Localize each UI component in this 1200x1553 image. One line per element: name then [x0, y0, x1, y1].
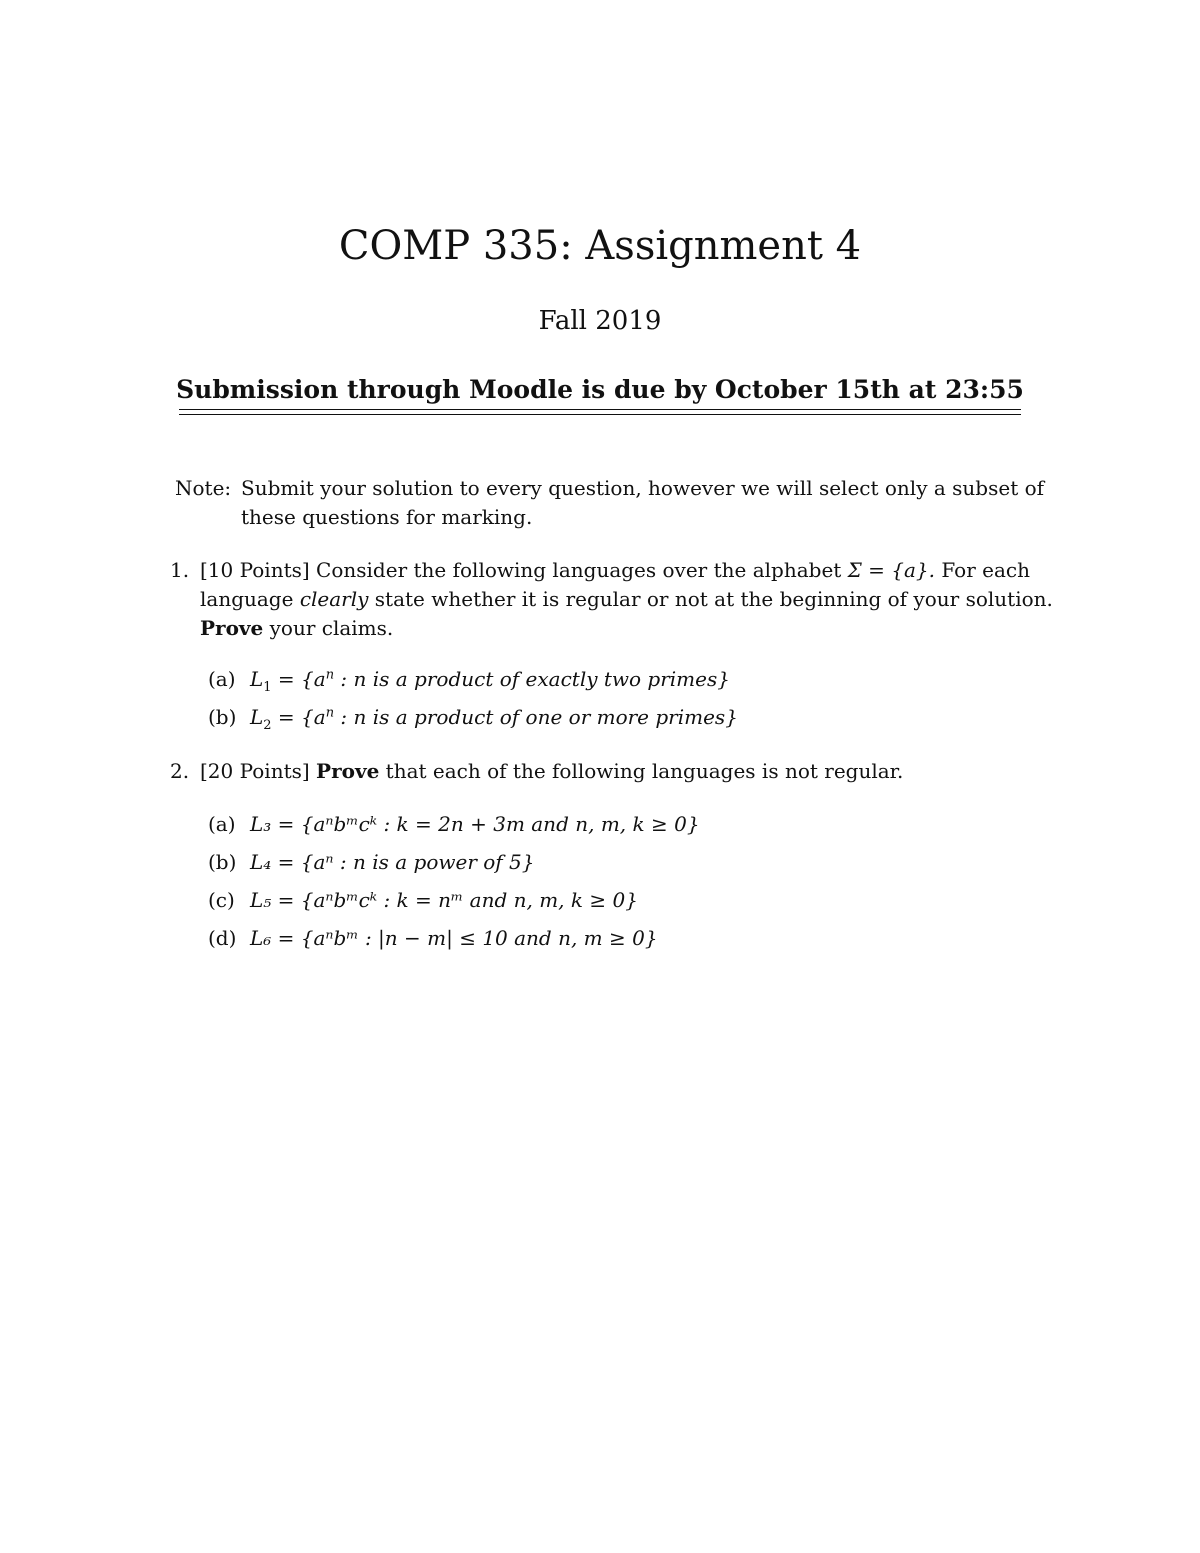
emphasis-prove: Prove [200, 616, 264, 640]
language-definition: L₃ = {aⁿbᵐcᵏ : k = 2n + 3m and n, m, k ≥ 0} [250, 812, 700, 836]
part-label: (a) [208, 667, 236, 691]
part-label: (c) [208, 888, 235, 912]
question-2-part-d [208, 924, 658, 953]
term-subtitle: Fall 2019 [538, 306, 662, 336]
part-label: (b) [208, 705, 237, 729]
language-definition: L₆ = {aⁿbᵐ : |n − m| ≤ 10 and n, m ≥ 0} [250, 926, 658, 950]
due-date-line: Submission through Moodle is due by October 15th at 23:55 [176, 375, 1024, 404]
set-open: = {a [277, 705, 326, 729]
question-1-part-b [208, 703, 738, 732]
question-1 [170, 556, 1060, 643]
header-rule-bottom [179, 414, 1021, 415]
question-1-text: Consider the following languages over the alphabet [316, 558, 842, 582]
question-1-line3-end: your claims. [269, 616, 394, 640]
header-rule-top [179, 409, 1021, 410]
question-1-part-a [208, 665, 730, 694]
question-1-line2-end: state whether it is regular or not at the beginning of your solution. [374, 587, 1053, 611]
note-paragraph [175, 474, 1060, 532]
question-1-number: 1. [170, 558, 190, 582]
language-name: L [250, 705, 264, 729]
part-label: (d) [208, 926, 237, 950]
question-2-part-c [208, 886, 638, 915]
exponent: n [325, 667, 335, 683]
question-1-line1-end: For each [941, 558, 1030, 582]
note-line-2: these questions for marking. [241, 505, 533, 529]
question-2-part-b [208, 848, 534, 877]
set-open: = {a [277, 667, 326, 691]
question-1-line2-start: language [200, 587, 294, 611]
exponent: n [325, 705, 335, 721]
question-2-text: that each of the following languages is not regular. [385, 759, 904, 783]
part-label: (b) [208, 850, 237, 874]
question-2-part-a [208, 810, 700, 839]
language-definition: L₄ = {aⁿ : n is a power of 5} [250, 850, 535, 874]
set-description: : n is a product of exactly two primes} [340, 667, 730, 691]
note-label: Note: [175, 476, 232, 500]
emphasis-clearly: clearly [299, 587, 369, 611]
page-title: COMP 335: Assignment 4 [338, 223, 862, 269]
set-description: : n is a product of one or more primes} [340, 705, 738, 729]
emphasis-prove: Prove [316, 759, 380, 783]
language-index: 1 [263, 680, 272, 695]
language-definition: L₅ = {aⁿbᵐcᵏ : k = nᵐ and n, m, k ≥ 0} [250, 888, 638, 912]
alphabet-definition: Σ = {a}. [847, 558, 936, 582]
question-2-points: [20 Points] [200, 759, 310, 783]
note-line-1: Submit your solution to every question, however we will select only a subset of [241, 476, 1045, 500]
question-1-points: [10 Points] [200, 558, 310, 582]
language-name: L [250, 667, 264, 691]
question-2 [170, 757, 1060, 786]
question-2-number: 2. [170, 759, 190, 783]
part-label: (a) [208, 812, 236, 836]
language-index: 2 [263, 718, 272, 733]
